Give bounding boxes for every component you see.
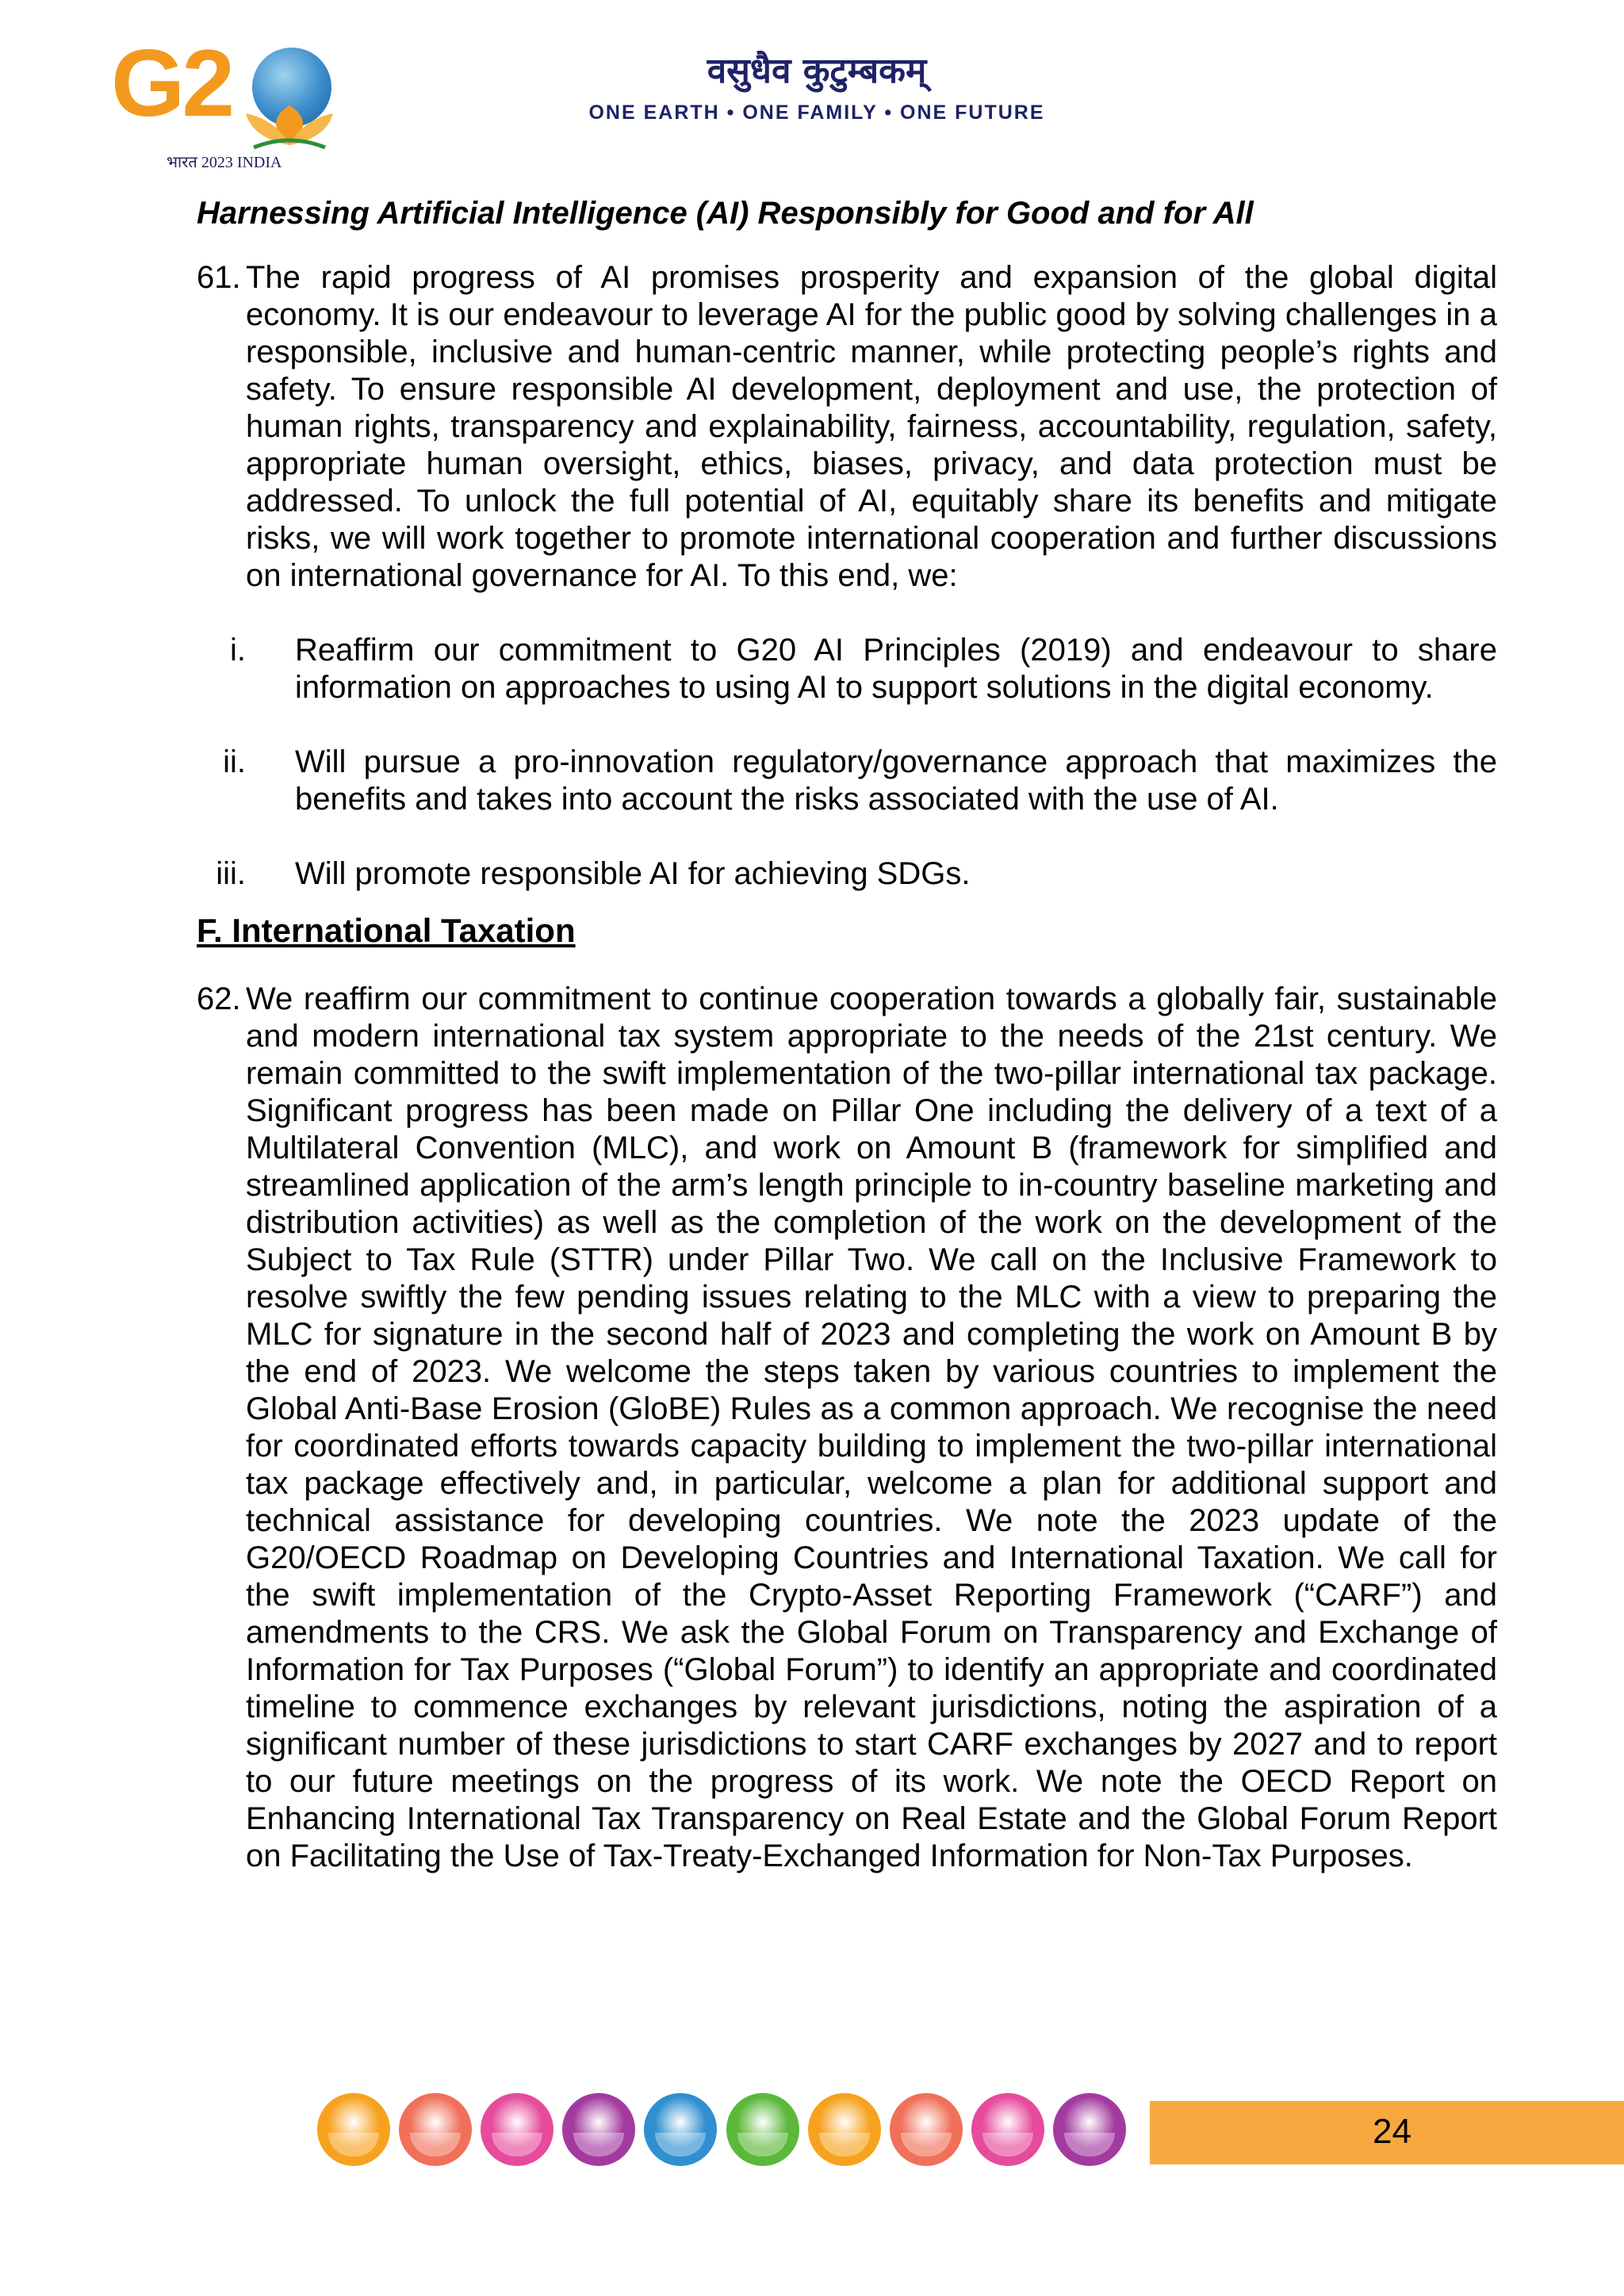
lotus-icon bbox=[562, 2093, 635, 2166]
lotus-icon bbox=[726, 2093, 799, 2166]
document-body bbox=[197, 190, 1497, 1875]
page-number: 24 bbox=[1373, 2112, 1411, 2151]
page-footer bbox=[0, 2077, 1624, 2196]
list-item bbox=[197, 744, 1497, 818]
list-item-number: ii. bbox=[223, 744, 246, 779]
list-item-text: Reaffirm our commitment to G20 AI Principles (2019) and endeavour to share information on approaches to using AI to support solutions in the digital economy. bbox=[295, 633, 1497, 705]
list-item-text: Will pursue a pro-innovation regulatory/governance approach that maximizes the benefits and takes into account the risks associated with the use of AI. bbox=[295, 744, 1497, 817]
lotus-icon bbox=[481, 2093, 553, 2166]
list-item-text: Will promote responsible AI for achieving SDGs. bbox=[295, 856, 971, 891]
lotus-icon bbox=[808, 2093, 881, 2166]
page-number-bar bbox=[1150, 2101, 1624, 2164]
paragraph-text: We reaffirm our commitment to continue cooperation towards a globally fair, sustainable and modern international tax system appropriate to the needs of the 21st century. We remain committed to the swift implementation of the two-pillar international tax package. Significant progress has been made on Pillar One including the delivery of a text of a Multilateral Convention (MLC), and work on Amount B (framework for simplified and streamlined application of the arm’s length principle to in-country baseline marketing and distribution activities) as well as the completion of the work on the development of the Subject to Tax Rule (STTR) under Pillar Two. We call on the Inclusive Framework to resolve swiftly the few pending issues relating to the MLC with a view to preparing the MLC for signature in the second half of 2023 and completing the work on Amount B by the end of 2023. We welcome the steps taken by various countries to implement the Global Anti-Base Erosion (GloBE) Rules as a common approach. We recognise the need for coordinated efforts towards capacity building to implement the two-pillar international tax package effectively and, in particular, welcome a plan for additional support and technical assistance for developing countries. We note the 2023 update of the G20/OECD Roadmap on Developing Countries and International Taxation. We call for the swift implementation of the Crypto-Asset Reporting Framework (“CARF”) and amendments to the CRS. We ask the Global Forum on Transparency and Exchange of Information for Tax Purposes (“Global Forum”) to identify an appropriate and coordinated timeline to commence exchanges by relevant jurisdictions, noting the aspiration of a significant number of these jurisdictions to start CARF exchanges by 2027 and to report to our future meetings on the progress of its work. We note the OECD Report on Enhancing International Tax Transparency on Real Estate and the Global Forum Report on Facilitating the Use of Tax-Treaty-Exchanged Information for Non-Tax Purposes. bbox=[246, 982, 1497, 1873]
motto-english: ONE EARTH • ONE FAMILY • ONE FUTURE bbox=[588, 101, 1045, 124]
list-item bbox=[197, 632, 1497, 706]
paragraph-number: 61. bbox=[197, 260, 241, 295]
lotus-icon bbox=[1053, 2093, 1126, 2166]
lotus-icon bbox=[399, 2093, 472, 2166]
page-header bbox=[0, 0, 1624, 174]
lotus-icon bbox=[230, 101, 349, 149]
logo-g2-text: G2 bbox=[111, 30, 232, 136]
logo-subtitle: भारत 2023 INDIA bbox=[167, 154, 282, 171]
motto bbox=[571, 48, 1063, 124]
lotus-icon bbox=[317, 2093, 390, 2166]
section-title: Harnessing Artificial Intelligence (AI) Responsibly for Good and for All bbox=[197, 196, 1254, 231]
motto-hindi: वसुधैव कुटुम्बकम् bbox=[707, 51, 927, 91]
list-item bbox=[197, 855, 1497, 893]
lotus-icon bbox=[890, 2093, 963, 2166]
g20-logo bbox=[111, 30, 341, 171]
list-item-number: iii. bbox=[216, 856, 246, 891]
lotus-decoration bbox=[317, 2093, 1126, 2172]
lotus-icon bbox=[644, 2093, 717, 2166]
list-item-number: i. bbox=[230, 633, 246, 668]
section-heading: F. International Taxation bbox=[197, 912, 576, 949]
paragraph-61 bbox=[197, 259, 1497, 595]
paragraph-number: 62. bbox=[197, 982, 241, 1016]
lotus-icon bbox=[971, 2093, 1044, 2166]
paragraph-text: The rapid progress of AI promises prosperity and expansion of the global digital economy. It is our endeavour to leverage AI for the public good by solving challenges in a responsible, inclusive and human-centric manner, while protecting people’s rights and safety. To ensure responsible AI development, deployment and use, the protection of human rights, transparency and explainability, fairness, accountability, regulation, safety, appropriate human oversight, ethics, biases, privacy, and data protection must be addressed. To unlock the full potential of AI, equitably share its benefits and mitigate risks, we will work together to promote international cooperation and further discussions on international governance for AI. To this end, we: bbox=[246, 260, 1497, 593]
paragraph-62 bbox=[197, 981, 1497, 1875]
